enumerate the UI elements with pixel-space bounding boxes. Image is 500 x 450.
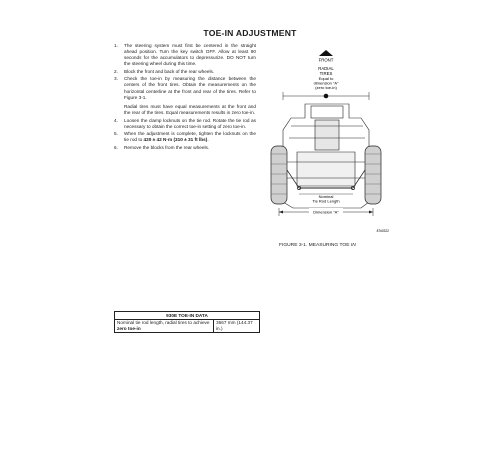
step-4	[114, 118, 256, 130]
radial-label: RADIAL	[318, 66, 334, 71]
table-header: 930E TOE-IN DATA	[115, 312, 260, 320]
right-front-tire	[365, 146, 381, 204]
nominal-label: Nominal	[318, 194, 334, 199]
step-number: 6.	[114, 145, 118, 151]
caption-text: FIGURE 3-1. MEASURING TOE	[279, 243, 351, 248]
toe-in-data-table	[114, 311, 260, 333]
table-row	[115, 319, 260, 332]
torque-spec: 420 ± 42 N·m (310 ± 31 ft lbs)	[143, 137, 208, 143]
caption-italic: IN	[350, 243, 356, 248]
step-5	[114, 131, 256, 143]
table-row-label	[115, 319, 214, 332]
step-2	[114, 69, 256, 75]
zero-toe-in-label: (zero toe-in)	[315, 85, 337, 90]
page-title: TOE-IN ADJUSTMENT	[203, 28, 297, 38]
step-text: When the adjustment is complete, tighten the locknuts on the tie rod to	[124, 131, 256, 143]
step-text: Loosen the clamp locknuts on the tie rod. Rotate the tie rod as necessary to obtain the correct toe-in setting of zero toe-in.	[124, 117, 256, 129]
step-6	[114, 145, 256, 151]
row-label-text: Nominal tie rod length, radial tires to achieve	[117, 320, 210, 326]
left-front-tire	[271, 146, 287, 204]
dimension-a-bottom-label: Dimension "A"	[313, 209, 339, 215]
step-1	[114, 43, 256, 67]
step-3	[114, 76, 256, 115]
step-number: 1.	[114, 43, 118, 48]
toe-in-figure	[265, 42, 393, 238]
equal-label: Equal to	[318, 76, 334, 81]
step-number: 5.	[114, 131, 118, 137]
step-number: 2.	[114, 68, 118, 74]
step-text: Remove the blocks from the rear wheels.	[124, 145, 210, 151]
dimension-arrow-icon	[369, 211, 373, 214]
tie-rod-length-label: Tie Rod Length	[312, 198, 340, 204]
step-text: The steering system must first be centered in the straight ahead position. Turn the key switch OFF. Allow at least 90 seconds for the accumulators to depressurize. DO NOT turn the steering wheel during this time.	[124, 43, 256, 67]
step-number: 4.	[114, 117, 118, 123]
step-number: 3.	[114, 76, 118, 82]
center-dot	[324, 94, 329, 99]
row-label-bold: zero toe-in	[117, 325, 141, 331]
tires-label: TIRES	[319, 71, 333, 76]
step-text: Block the front and back of the rear wheels.	[124, 68, 215, 74]
figure-caption	[279, 243, 356, 248]
dimension-a-label: dimension "A"	[313, 80, 339, 86]
procedure-steps	[114, 43, 256, 153]
step-text-end: .	[207, 137, 209, 143]
step-text: Check the toe-in by measuring the distance between the centers of the front tires. Obtain the measurements on the horizontal centerline at the front and rear of the tires. Refer to Figure 3-1.	[124, 76, 256, 100]
table-header-row	[115, 312, 260, 320]
dimension-arrow-icon	[279, 211, 283, 214]
truck-frame	[283, 104, 369, 208]
front-label: FRONT	[318, 57, 334, 63]
step-note: Radial tires must have equal measurements at the front and the rear of the tires. Equal measurements results in zero toe-in.	[124, 103, 256, 115]
figure-code: 87#0322	[376, 229, 389, 233]
table-row-value: 3667 mm (144.37 in.)	[214, 319, 260, 332]
front-arrow-icon	[319, 50, 333, 56]
